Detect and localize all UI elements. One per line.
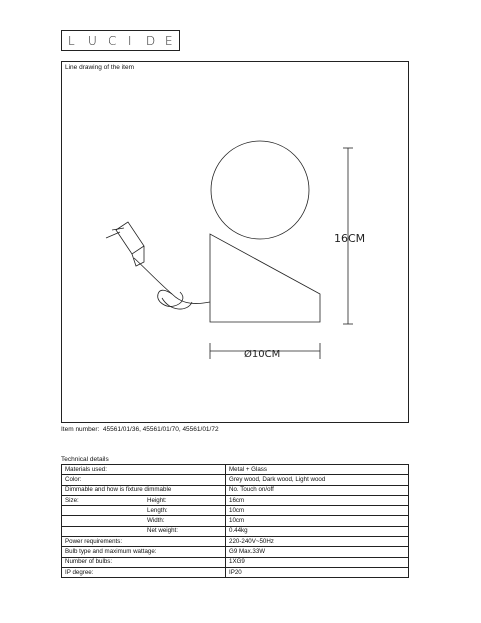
row-label	[65, 507, 147, 515]
lamp-base-outline	[210, 234, 320, 322]
item-number-line	[61, 426, 219, 433]
item-number-value: 45561/01/36, 45561/01/70, 45561/01/72	[102, 426, 219, 433]
table-row	[62, 485, 409, 495]
diameter-label: Ø10CM	[244, 349, 281, 360]
table-row	[62, 526, 409, 536]
table-row	[62, 475, 409, 485]
row-value: IP20	[226, 567, 409, 577]
row-label: Power requirements:	[62, 537, 226, 547]
plug-outline	[116, 222, 144, 254]
row-label: Size:	[65, 496, 79, 504]
row-value: 16cm	[226, 495, 409, 505]
row-label: IP degree:	[62, 567, 226, 577]
drawing-caption: Line drawing of the item	[65, 64, 135, 71]
row-value: 1XG9	[226, 557, 409, 567]
logo-letter: C	[108, 34, 117, 48]
lamp-line-drawing	[62, 62, 408, 422]
row-value: 10cm	[226, 516, 409, 526]
table-row	[62, 567, 409, 577]
table-row	[62, 547, 409, 557]
line-drawing-frame	[61, 61, 409, 423]
logo-letter: U	[88, 34, 97, 48]
logo-letter: E	[165, 34, 173, 48]
table-row	[62, 495, 409, 505]
table-row	[62, 465, 409, 475]
item-number-label: Item number:	[61, 426, 100, 433]
height-label: 16CM	[334, 232, 366, 245]
row-value: Grey wood, Dark wood, Light wood	[226, 475, 409, 485]
row-label: Number of bulbs:	[62, 557, 226, 567]
row-label: Color:	[62, 475, 226, 485]
table-row	[62, 537, 409, 547]
row-value: 0.44kg	[226, 526, 409, 536]
globe-outline	[211, 141, 309, 239]
row-sublabel: Length:	[147, 506, 168, 514]
row-sublabel: Net weight:	[147, 527, 178, 535]
row-label	[65, 517, 147, 525]
brand-logo	[61, 30, 180, 51]
row-label	[65, 527, 147, 535]
logo-letter: D	[146, 34, 156, 48]
row-label: Bulb type and maximum wattage:	[62, 547, 226, 557]
row-sublabel: Width:	[147, 517, 165, 525]
row-label: Dimmable and how is fixture dimmable	[62, 485, 226, 495]
logo-letter: I	[128, 34, 132, 48]
table-row	[62, 516, 409, 526]
row-value: No. Touch on/off	[226, 485, 409, 495]
row-sublabel: Height:	[147, 496, 167, 504]
table-row	[62, 557, 409, 567]
cable-outline	[134, 258, 210, 304]
row-value: G9 Max.33W	[226, 547, 409, 557]
row-value: 10cm	[226, 506, 409, 516]
row-value: Metal + Glass	[226, 465, 409, 475]
table-row	[62, 506, 409, 516]
logo-letter: L	[68, 34, 75, 48]
technical-details-table	[61, 464, 409, 578]
row-value: 220-240V~50Hz	[226, 537, 409, 547]
technical-details-title: Technical details	[61, 456, 109, 463]
row-label: Materials used:	[62, 465, 226, 475]
